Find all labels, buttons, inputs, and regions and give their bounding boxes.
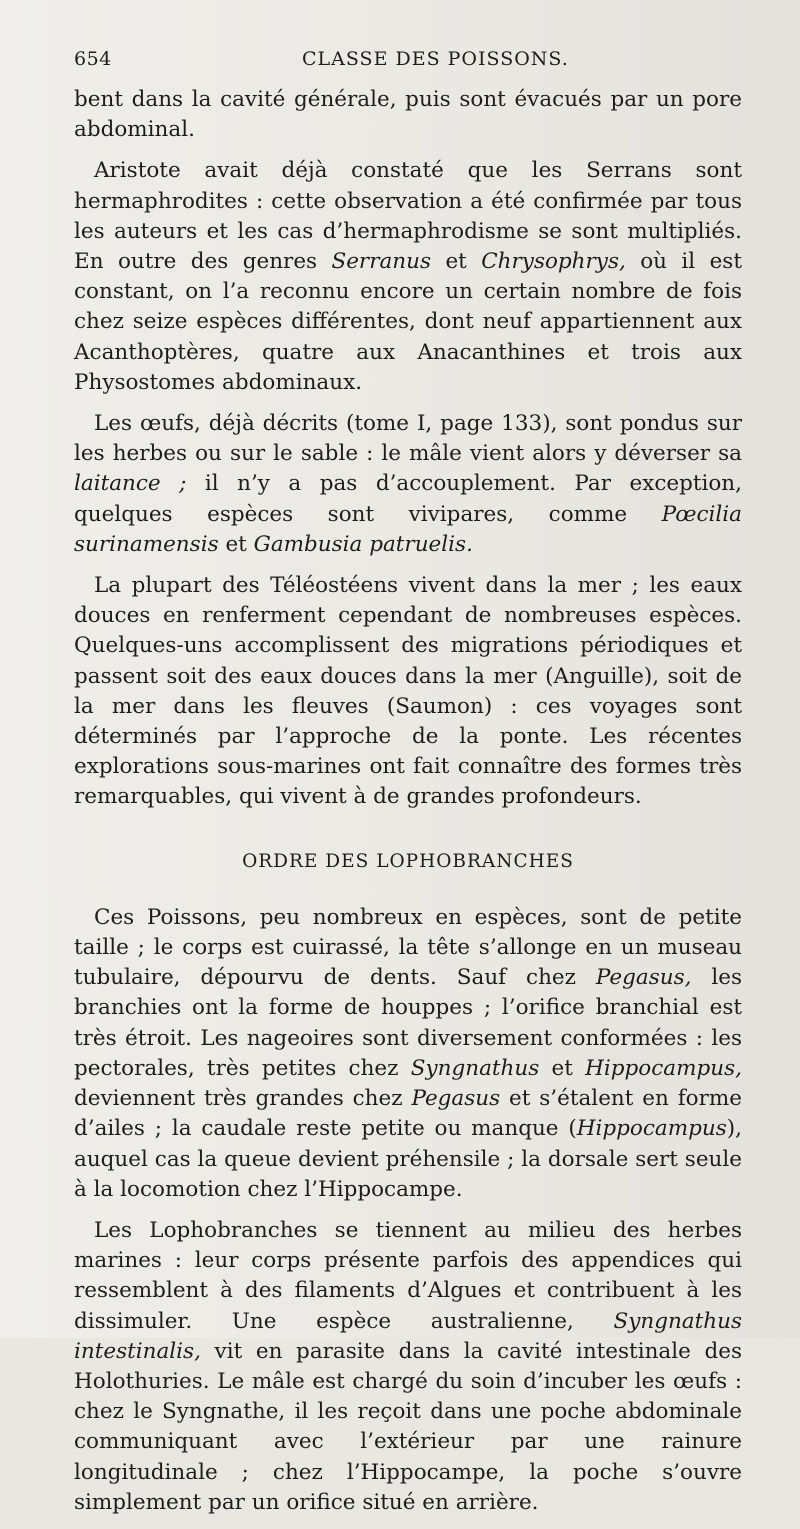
text-run: et s’étalent en forme d’ailes ; la caudale reste petite ou manque (	[74, 1086, 742, 1142]
genus-chrysophrys: Chrysophrys,	[481, 249, 626, 275]
text-run: et	[539, 1055, 586, 1081]
page-number: 654	[74, 48, 112, 70]
genus-hippocampus: Hippocampus	[576, 1116, 727, 1142]
text-run: les branchies ont la forme de houppes ; l’orifice branchial est très étroit. Les nageoires sont diversement conformées : les pectorales, très petites chez	[74, 965, 743, 1081]
text-run: Les Lophobranches se tiennent au milieu des herbes marines : leur corps présente parfois des appendices qui ressemblent à des filaments d’Algues et contribuent à les dissimuler. Une espèce australienne,	[74, 1217, 742, 1334]
text-run: Ces Poissons, peu nombreux en espèces, sont de petite taille ; le corps est cuirassé, la tête s’allonge en un museau tubulaire, dépourvu de dents. Sauf chez	[74, 904, 742, 991]
genus-syngnathus: Syngnathus	[410, 1055, 540, 1081]
genus-serranus: Serranus	[331, 249, 432, 275]
text-run: deviennent très grandes chez	[74, 1086, 412, 1112]
text-run: Les œufs, déjà décrits (tome I, page 133), sont pondus sur les herbes ou sur le sable : le mâle vient alors y déverser sa	[74, 411, 742, 467]
species-poecilia: Pœcilia surinamensis	[74, 501, 742, 557]
text-run: Aristote avait déjà constaté que les Serrans sont hermaphrodites : cette observation a été confirmée par tous les auteurs et les cas d’hermaphrodisme se sont multipliés. En outre des genres	[74, 158, 742, 275]
paragraph-continued: bent dans la cavité générale, puis sont évacués par un pore abdominal.	[74, 87, 742, 143]
section-title: ORDRE DES LOPHOBRANCHES	[242, 850, 574, 872]
text-run: où il est constant, on l’a reconnu encore un certain nombre de fois chez seize espèces différentes, dont neuf appartiennent aux Acanthoptères, quatre aux Anacanthines et trois aux Physostomes abdominaux.	[74, 249, 742, 395]
paragraph-lophobranch-description	[74, 903, 742, 1205]
paragraph-eggs	[74, 409, 742, 560]
body-text	[74, 85, 742, 1529]
text-run: ), auquel cas la queue devient préhensile ; la dorsale sert seule à la locomotion chez l’Hippocampe.	[74, 1116, 742, 1202]
running-head: CLASSE DES POISSONS.	[302, 48, 569, 70]
text-run: il n’y a pas d’accouplement. Par exception, quelques espèces sont vivipares, comme	[74, 471, 742, 527]
text-run: et	[431, 249, 482, 275]
text-run: vit en parasite dans la cavité intestinale des Holothuries. Le mâle est chargé du soin d’incuber les œufs : chez le Syngnathe, il les reçoit dans une poche abdominale communiquant avec l’extérieur par une rainure longitudinale ; chez l’Hippocampe, la poche s’ouvre simplement par un orifice situé en arrière.	[74, 1338, 742, 1515]
genus-hippocampus: Hippocampus,	[585, 1055, 742, 1081]
term-laitance: laitance ;	[74, 471, 187, 497]
page-header	[74, 48, 764, 80]
paragraph-habitat: La plupart des Téléostéens vivent dans la mer ; les eaux douces en renferment cependant de nombreuses espèces. Quelques-uns accomplissent des migrations périodiques et passent soit des eaux douces dans la mer (Anguille), soit de la mer dans les fleuves (Saumon) : ces voyages sont déterminés par l’approche de la ponte. Les récentes explorations sous-marines ont fait connaître des formes très remarquables, qui vivent à de grandes profondeurs.	[74, 573, 742, 810]
paragraph-lophobranch-behavior	[74, 1216, 742, 1518]
text-run: et	[218, 531, 254, 557]
genus-pegasus: Pegasus	[411, 1086, 501, 1112]
species-syngnathus-intestinalis: Syngnathus intestinalis,	[74, 1308, 742, 1364]
species-gambusia: Gambusia patruelis.	[253, 531, 473, 557]
paragraph-hermaphrodism	[74, 156, 742, 398]
genus-pegasus: Pegasus,	[595, 965, 692, 991]
